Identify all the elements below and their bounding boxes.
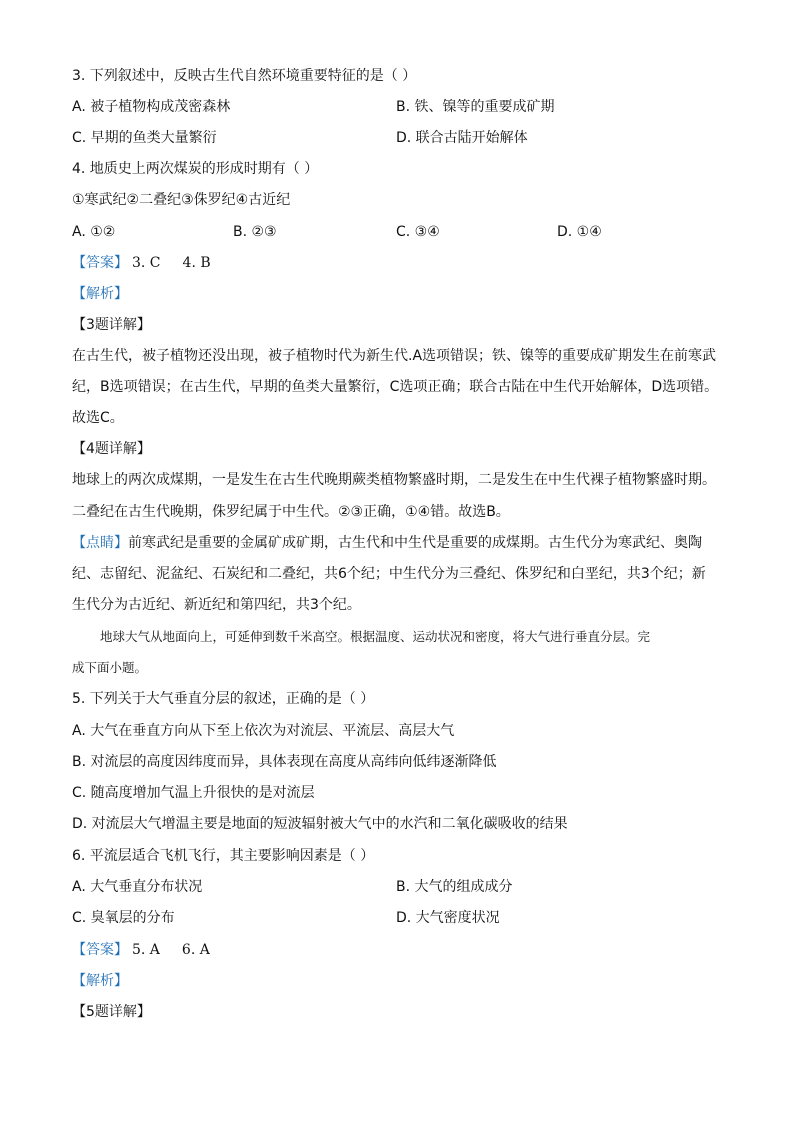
q4-stem: 4. 地质史上两次煤炭的形成时期有（ ） xyxy=(72,161,319,177)
answer-line-2 xyxy=(72,940,732,960)
analysis-tag-2: 【解析】 xyxy=(72,973,128,989)
q5-option-a: A. 大气在垂直方向从下至上依次为对流层、平流层、高层大气 xyxy=(72,723,455,739)
answer-line-1 xyxy=(72,253,732,273)
answer-q3: 3. C xyxy=(132,255,161,271)
q6-option-c: C. 臭氧层的分布 xyxy=(72,910,175,926)
detail3-text-1: 在古生代，被子植物还没出现，被子植物时代为新生代.A选项错误；铁、镍等的重要成矿期发生在前寒武 xyxy=(72,348,717,364)
point-line-1 xyxy=(72,533,732,553)
q5-option-b: B. 对流层的高度因纬度而异，具体表现在高度从高纬向低纬逐渐降低 xyxy=(72,754,497,770)
answer-q5: 5. A xyxy=(132,942,160,958)
q3-option-a: A. 被子植物构成茂密森林 xyxy=(72,99,231,115)
q6-option-d: D. 大气密度状况 xyxy=(396,910,500,926)
q3-option-b: B. 铁、镍等的重要成矿期 xyxy=(396,99,555,115)
q5-option-c: C. 随高度增加气温上升很快的是对流层 xyxy=(72,785,315,801)
detail4-text-2: 二叠纪在古生代晚期，侏罗纪属于中生代。②③正确，①④错。故选B。 xyxy=(72,504,510,520)
detail5-tag: 【5题详解】 xyxy=(72,1004,151,1020)
answer-q6: 6. A xyxy=(181,942,210,958)
q4-option-b: B. ②③ xyxy=(233,224,277,240)
q3-stem: 3. 下列叙述中，反映古生代自然环境重要特征的是（ ） xyxy=(72,68,417,84)
q4-option-a: A. ①② xyxy=(72,224,116,240)
q4-items: ①寒武纪②二叠纪③侏罗纪④古近纪 xyxy=(72,192,291,208)
intro-text-1: 地球大气从地面向上，可延伸到数千米高空。根据温度、运动状况和密度，将大气进行垂直分层。完 xyxy=(100,629,651,644)
answer-q4: 4. B xyxy=(182,255,211,271)
detail4-text-1: 地球上的两次成煤期，一是发生在古生代晚期蕨类植物繁盛时期，二是发生在中生代裸子植物繁盛时期。 xyxy=(72,472,716,488)
detail4-tag: 【4题详解】 xyxy=(72,441,151,457)
analysis-tag: 【解析】 xyxy=(72,286,128,302)
q4-option-c: C. ③④ xyxy=(396,224,440,240)
detail3-text-3: 故选C。 xyxy=(72,410,124,426)
answer-tag: 【答案】 xyxy=(72,255,128,271)
point-text-1: 前寒武纪是重要的金属矿成矿期，古生代和中生代是重要的成煤期。古生代分为寒武纪、奥陶 xyxy=(128,535,702,551)
detail3-text-2: 纪，B选项错误；在古生代，早期的鱼类大量繁衍，C选项正确；联合古陆在中生代开始解体，D选项错。 xyxy=(72,379,719,395)
q6-option-b: B. 大气的组成成分 xyxy=(396,879,513,895)
q5-stem: 5. 下列关于大气垂直分层的叙述，正确的是（ ） xyxy=(72,691,375,707)
point-tag: 【点睛】 xyxy=(72,535,128,551)
q3-option-c: C. 早期的鱼类大量繁衍 xyxy=(72,130,217,146)
point-text-2: 纪、志留纪、泥盆纪、石炭纪和二叠纪，共6个纪；中生代分为三叠纪、侏罗纪和白垩纪，共3个纪；新 xyxy=(72,566,706,582)
intro-text-2: 成下面小题。 xyxy=(72,660,148,675)
q4-option-d: D. ①④ xyxy=(557,224,602,240)
point-text-3: 生代分为古近纪、新近纪和第四纪，共3个纪。 xyxy=(72,597,361,613)
answer-tag-2: 【答案】 xyxy=(72,942,128,958)
q6-stem: 6. 平流层适合飞机飞行，其主要影响因素是（ ） xyxy=(72,848,375,864)
q5-option-d: D. 对流层大气增温主要是地面的短波辐射被大气中的水汽和二氧化碳吸收的结果 xyxy=(72,816,568,832)
detail3-tag: 【3题详解】 xyxy=(72,317,151,333)
q3-option-d: D. 联合古陆开始解体 xyxy=(396,130,528,146)
q6-option-a: A. 大气垂直分布状况 xyxy=(72,879,203,895)
